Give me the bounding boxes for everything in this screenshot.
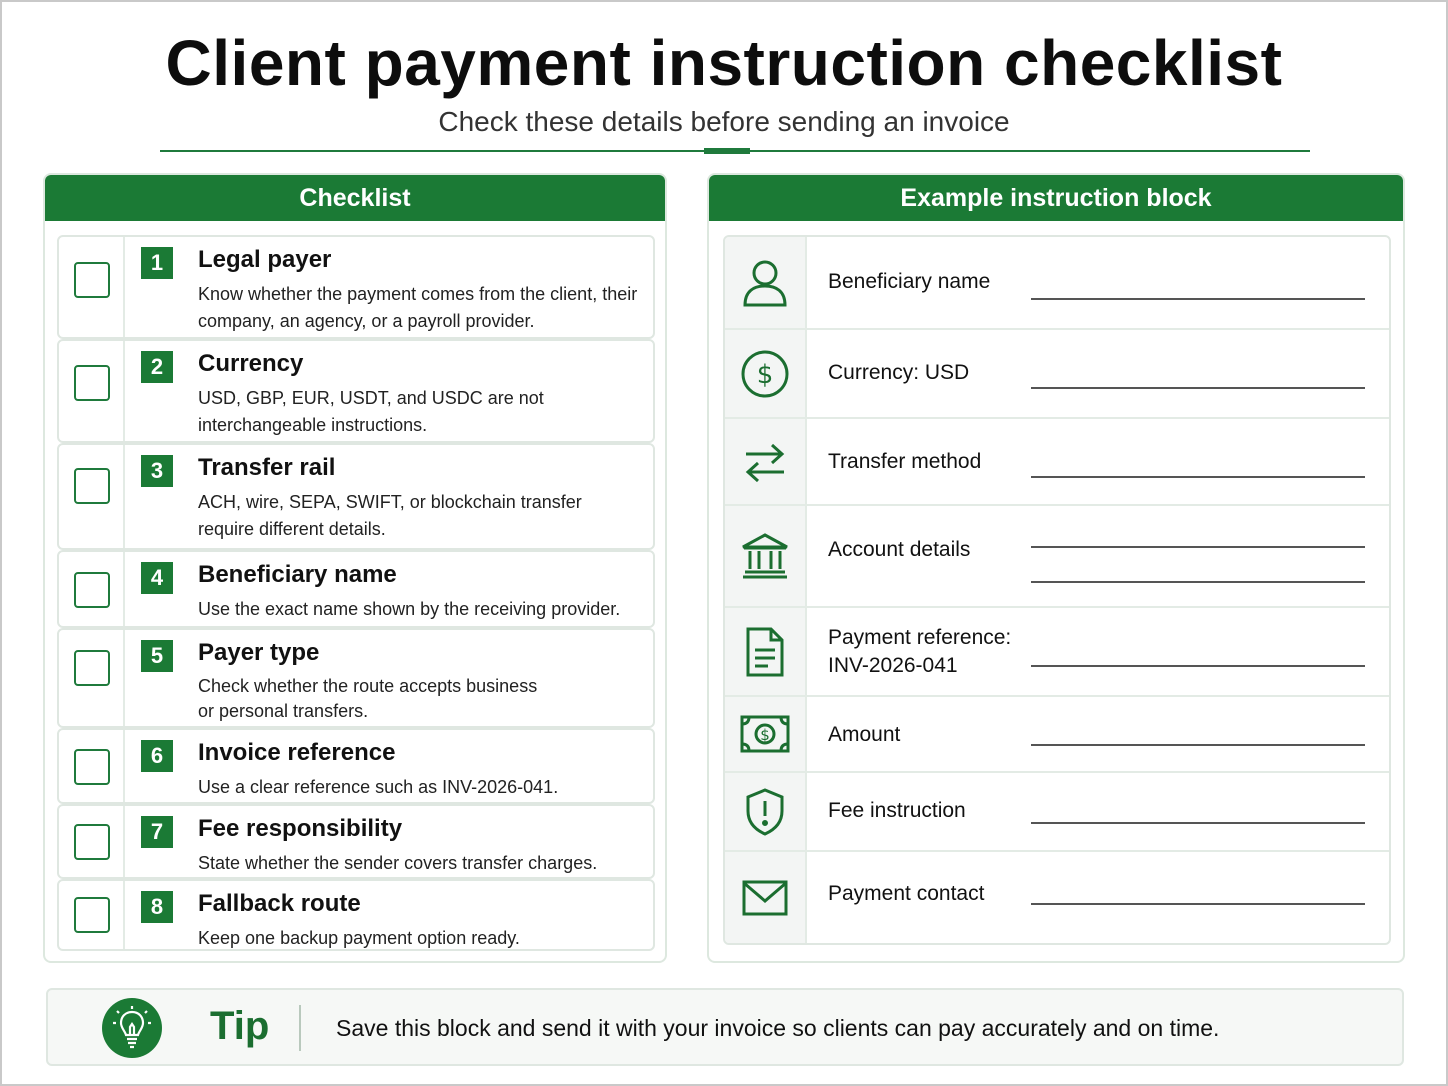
svg-text:$: $ — [760, 726, 770, 744]
checklist-item-fallback-route[interactable] — [57, 879, 655, 951]
tip-divider — [299, 1005, 301, 1051]
fill-in-line[interactable] — [1031, 387, 1365, 389]
checklist-item-currency[interactable] — [57, 339, 655, 443]
banknote-icon — [739, 714, 791, 754]
shield-alert-icon — [744, 787, 786, 837]
instruction-label: Beneficiary name — [828, 270, 991, 293]
instruction-label: Fee instruction — [828, 799, 966, 822]
fill-in-line[interactable] — [1031, 476, 1365, 478]
checkbox[interactable] — [74, 897, 110, 933]
item-number: 7 — [141, 816, 173, 848]
page-title: Client payment instruction checklist — [165, 27, 1283, 99]
item-description: Use a clear reference such as INV-2026-041. — [198, 777, 559, 797]
instruction-row-payment-reference — [725, 608, 1389, 697]
instruction-label: Payment contact — [828, 882, 985, 905]
instruction-label: Currency: USD — [828, 361, 970, 384]
item-title: Beneficiary name — [198, 561, 397, 588]
dollar-circle-icon — [740, 349, 790, 399]
item-number: 3 — [141, 455, 173, 487]
item-title: Transfer rail — [198, 454, 336, 481]
envelope-icon — [741, 879, 789, 917]
fill-in-line[interactable] — [1031, 665, 1365, 667]
svg-text:$: $ — [756, 359, 774, 390]
item-title: Payer type — [198, 639, 320, 666]
item-description: Keep one backup payment option ready. — [198, 928, 520, 948]
checkbox[interactable] — [74, 468, 110, 504]
checklist-panel — [43, 173, 667, 963]
item-title: Invoice reference — [198, 739, 396, 766]
instruction-row-currency — [725, 330, 1389, 419]
transfer-arrows-icon — [742, 442, 788, 482]
item-number: 6 — [141, 740, 173, 772]
item-number: 8 — [141, 891, 173, 923]
instruction-label: Transfer method — [828, 450, 982, 473]
item-number: 5 — [141, 640, 173, 672]
item-description: USD, GBP, EUR, USDT, and USDC are not interchangeable instructions. — [198, 388, 544, 435]
fill-in-line-2[interactable] — [1031, 581, 1365, 583]
page-subtitle: Check these details before sending an invoice — [438, 106, 1010, 137]
person-icon — [742, 258, 788, 308]
tip-text: Save this block and send it with your invoice so clients can pay accurately and on time. — [336, 1015, 1220, 1041]
item-description: ACH, wire, SEPA, SWIFT, or blockchain transfer require different details. — [198, 492, 582, 539]
checkbox[interactable] — [74, 650, 110, 686]
item-description: Use the exact name shown by the receiving provider. — [198, 599, 621, 619]
item-description: Know whether the payment comes from the client, their company, an agency, or a payroll provider. — [198, 284, 638, 331]
item-title: Legal payer — [198, 246, 332, 273]
item-number: 1 — [141, 247, 173, 279]
checkbox[interactable] — [74, 572, 110, 608]
item-number: 4 — [141, 562, 173, 594]
instruction-label-value: INV-2026-041 — [828, 654, 958, 677]
item-description: State whether the sender covers transfer charges. — [198, 853, 598, 873]
instruction-row-amount — [725, 697, 1389, 773]
lightbulb-icon — [112, 1006, 152, 1050]
example-instruction-panel — [707, 173, 1405, 963]
instruction-row-account-details — [725, 506, 1389, 608]
checklist-item-beneficiary-name[interactable] — [57, 550, 655, 628]
checkbox[interactable] — [74, 262, 110, 298]
document-icon — [744, 626, 786, 678]
tip-banner — [46, 988, 1404, 1066]
checklist-item-legal-payer[interactable] — [57, 235, 655, 339]
instruction-label: Account details — [828, 538, 971, 561]
checkbox[interactable] — [74, 365, 110, 401]
fill-in-line[interactable] — [1031, 903, 1365, 905]
item-description: Check whether the route accepts business or personal transfers. — [198, 676, 538, 721]
bank-icon — [740, 532, 790, 580]
fill-in-line[interactable] — [1031, 744, 1365, 746]
checklist-header: Checklist — [45, 175, 665, 221]
item-title: Fallback route — [198, 890, 361, 917]
instruction-row-beneficiary-name — [725, 237, 1389, 330]
example-header: Example instruction block — [709, 175, 1403, 221]
title-divider-accent — [704, 148, 750, 154]
item-title: Currency — [198, 350, 304, 377]
item-title: Fee responsibility — [198, 815, 403, 842]
instruction-label: Payment reference: — [828, 626, 1012, 649]
checklist-item-payer-type[interactable] — [57, 628, 655, 728]
checkbox[interactable] — [74, 824, 110, 860]
checklist-item-invoice-reference[interactable] — [57, 728, 655, 804]
fill-in-line[interactable] — [1031, 298, 1365, 300]
instruction-row-payment-contact — [725, 852, 1389, 943]
checklist-item-fee-responsibility[interactable] — [57, 804, 655, 879]
checklist-item-transfer-rail[interactable] — [57, 443, 655, 550]
fill-in-line[interactable] — [1031, 546, 1365, 548]
instruction-row-fee-instruction — [725, 773, 1389, 852]
instruction-block — [723, 235, 1391, 945]
instruction-label: Amount — [828, 723, 901, 746]
tip-label: Tip — [210, 1004, 270, 1048]
checkbox[interactable] — [74, 749, 110, 785]
fill-in-line[interactable] — [1031, 822, 1365, 824]
item-number: 2 — [141, 351, 173, 383]
instruction-row-transfer-method — [725, 419, 1389, 506]
